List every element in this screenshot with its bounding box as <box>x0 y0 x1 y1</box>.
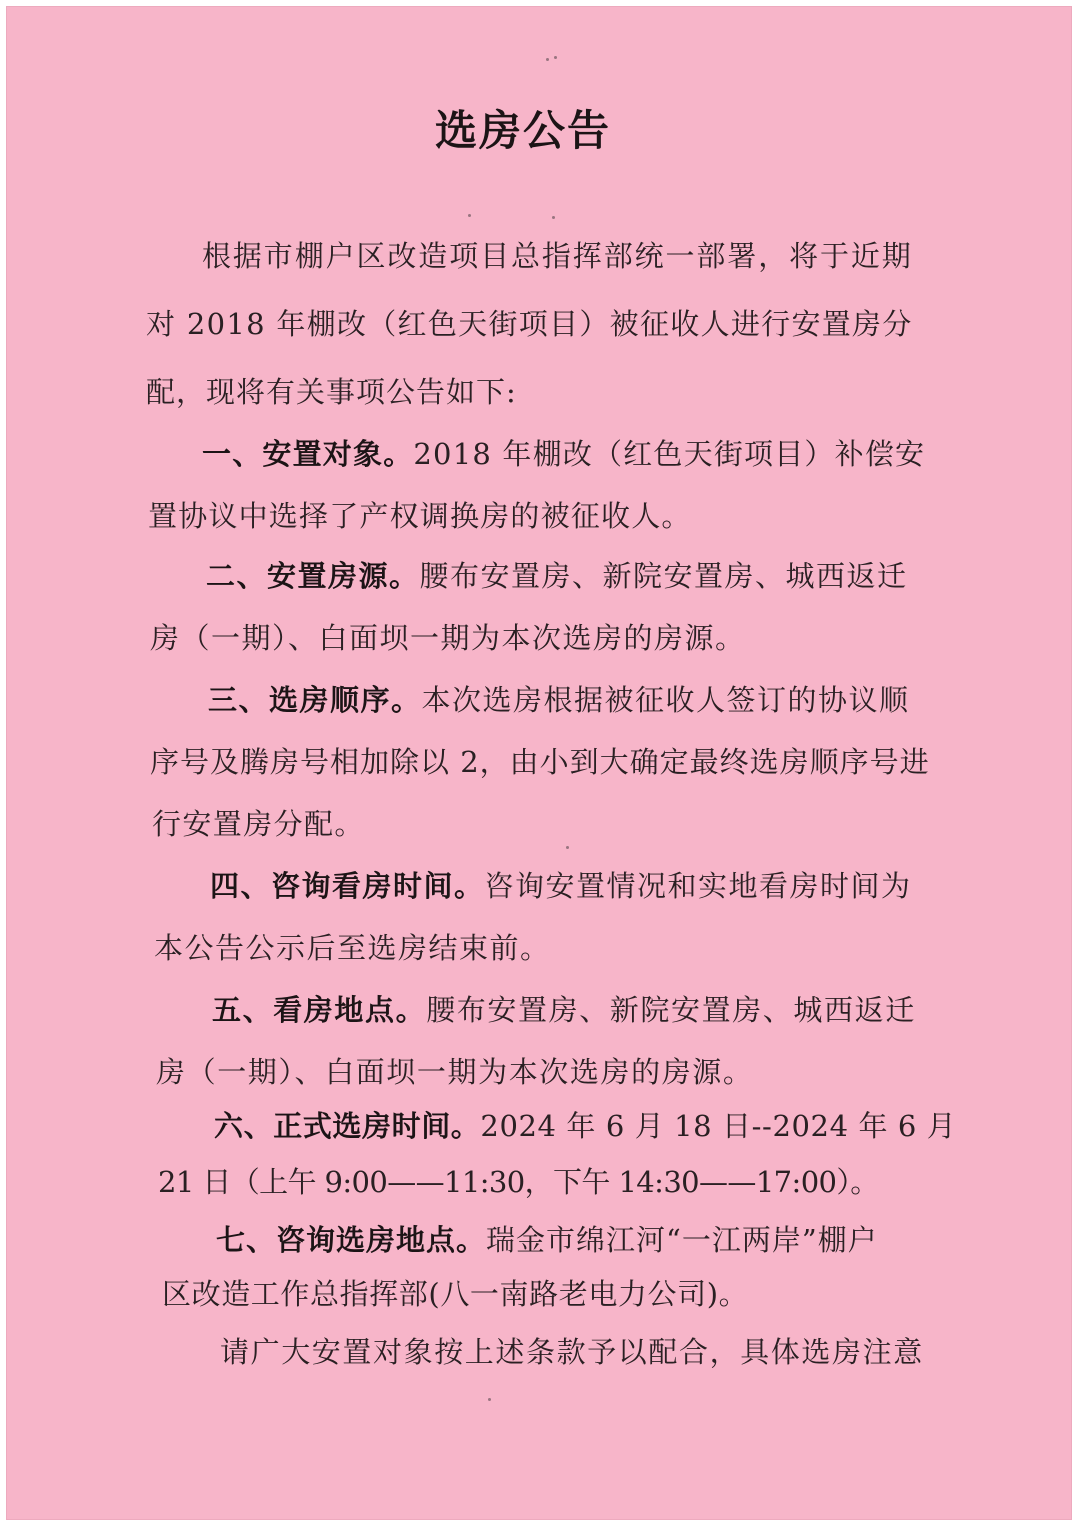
item-1-line-1 <box>202 434 925 474</box>
item-4-line-2: 本公告公示后至选房结束前。 <box>154 931 551 965</box>
item-5-line-2: 房（一期）、白面坝一期为本次选房的房源。 <box>156 1055 754 1089</box>
item-2-text: 腰布安置房、新院安置房、城西返迁 <box>419 559 908 593</box>
item-3-line-2: 序号及腾房号相加除以 2，由小到大确定最终选房顺序号进 <box>150 745 930 779</box>
item-3-line-3: 行安置房分配。 <box>152 807 365 841</box>
item-2-heading: 二、安置房源。 <box>206 559 420 593</box>
document-page <box>6 6 1072 1520</box>
scan-speck <box>468 214 471 217</box>
scan-speck <box>552 216 555 219</box>
item-3-heading: 三、选房顺序。 <box>208 683 422 717</box>
closing-line-1: 请广大安置对象按上述条款予以配合，具体选房注意 <box>220 1335 924 1369</box>
item-1-text: 2018 年棚改（红色天街项目）补偿安 <box>413 437 926 471</box>
item-2-line-1 <box>206 556 908 596</box>
item-1-heading: 一、安置对象。 <box>202 437 414 471</box>
intro-line-1: 根据市棚户区改造项目总指挥部统一部署，将于近期 <box>202 239 913 273</box>
item-1-line-2: 置协议中选择了产权调换房的被征收人。 <box>148 499 692 533</box>
scan-speck <box>488 1398 491 1401</box>
item-6-line-2: 21 日（上午 9:00——11:30，下午 14:30——17:00）。 <box>158 1165 879 1199</box>
item-7-text: 瑞金市绵江河“一江两岸”棚户 <box>486 1223 878 1257</box>
item-4-text: 咨询安置情况和实地看房时间为 <box>484 869 912 903</box>
item-3-text: 本次选房根据被征收人签订的协议顺 <box>421 683 910 717</box>
item-4-heading: 四、咨询看房时间。 <box>210 869 485 903</box>
scan-speck <box>554 56 557 59</box>
item-5-text: 腰布安置房、新院安置房、城西返迁 <box>426 993 916 1027</box>
item-4-line-1 <box>210 866 912 906</box>
scan-speck <box>546 58 549 61</box>
page-title: 选房公告 <box>434 106 611 155</box>
item-7-heading: 七、咨询选房地点。 <box>216 1223 487 1257</box>
item-6-heading: 六、正式选房时间。 <box>214 1109 481 1143</box>
item-7-line-2: 区改造工作总指挥部(八一南路老电力公司)。 <box>162 1277 749 1311</box>
item-3-line-1 <box>208 680 910 720</box>
scan-speck <box>566 846 569 849</box>
item-5-line-1 <box>212 990 916 1030</box>
item-5-heading: 五、看房地点。 <box>212 993 427 1027</box>
intro-line-2: 对 2018 年棚改（红色天街项目）被征收人进行安置房分 <box>146 307 913 341</box>
item-7-line-1 <box>216 1220 878 1260</box>
intro-line-3: 配，现将有关事项公告如下: <box>146 375 517 409</box>
item-6-text: 2024 年 6 月 18 日--2024 年 6 月 <box>480 1109 957 1143</box>
item-2-line-2: 房（一期）、白面坝一期为本次选房的房源。 <box>150 621 746 655</box>
item-6-line-1 <box>214 1106 956 1146</box>
